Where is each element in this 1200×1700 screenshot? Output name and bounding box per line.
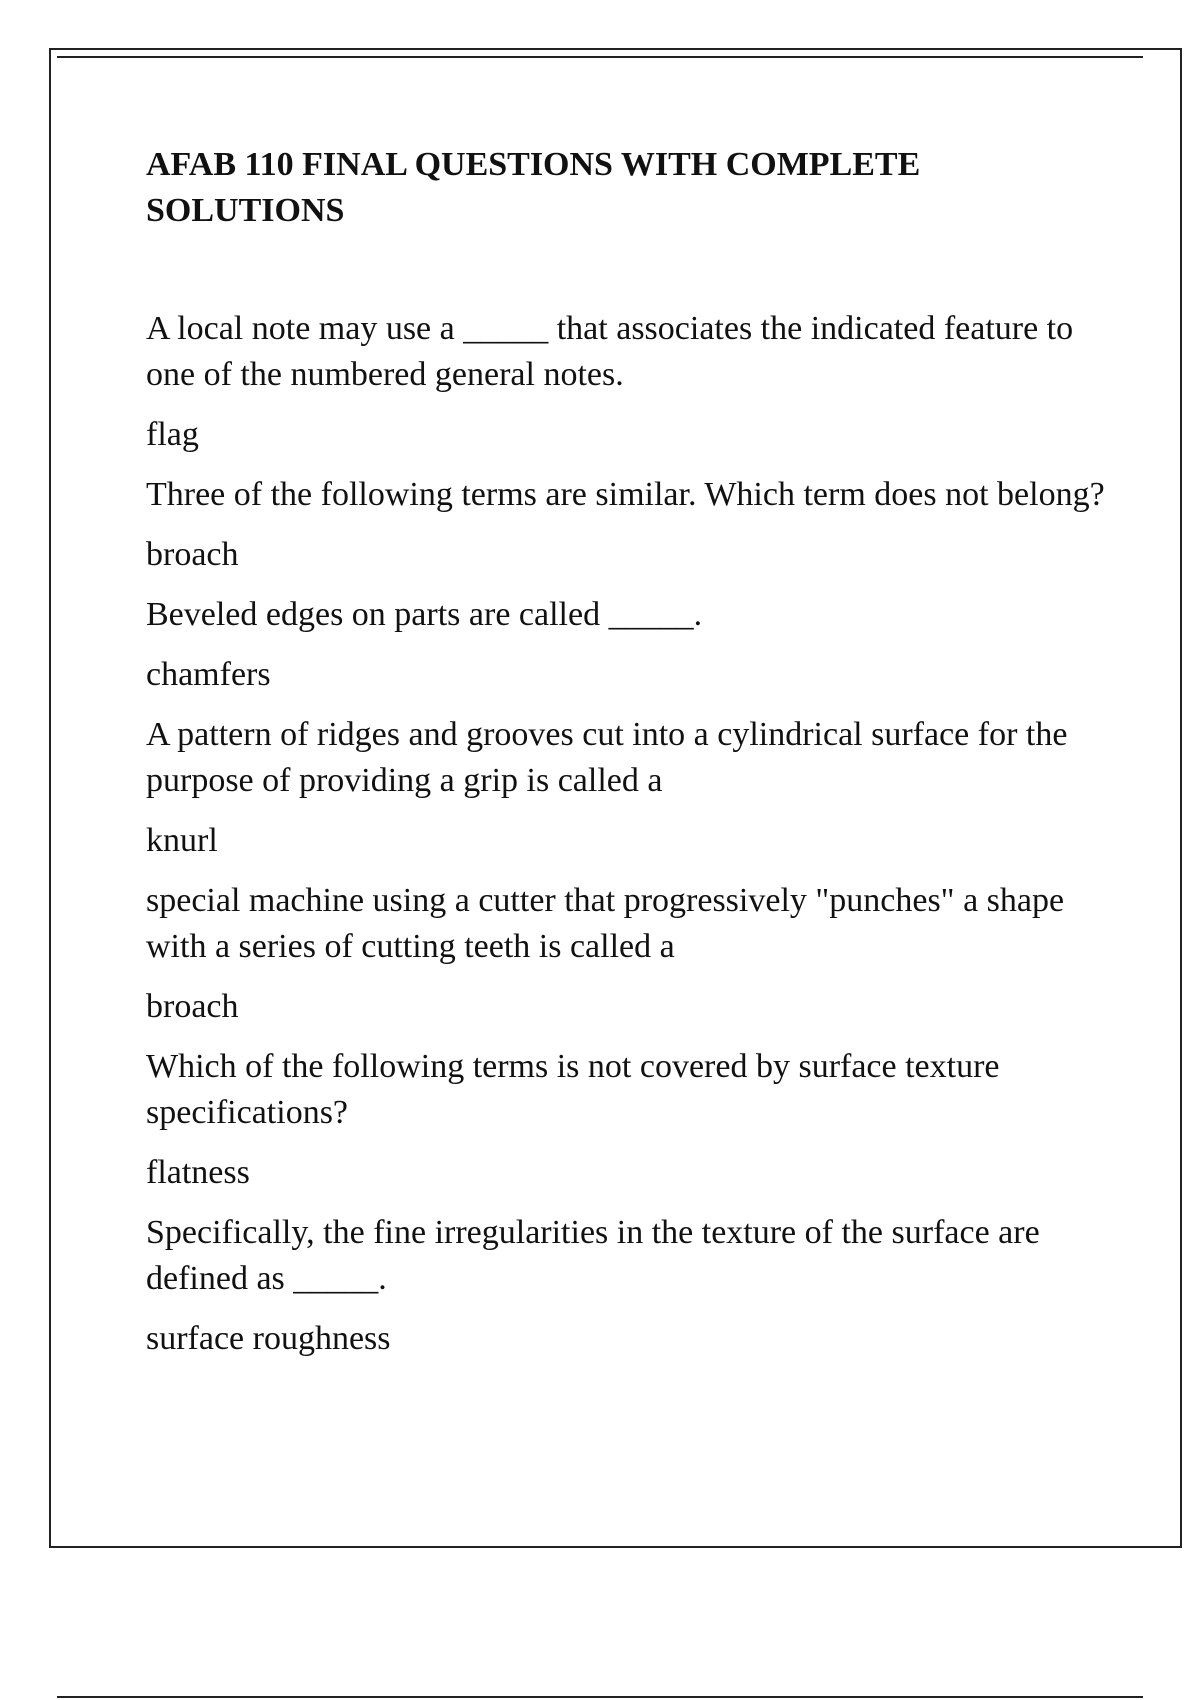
qa-item [146, 472, 1106, 578]
qa-item [146, 306, 1106, 458]
answer-text: broach [146, 988, 239, 1025]
qa-item [146, 592, 1106, 698]
answer-text: broach [146, 536, 239, 573]
qa-item [146, 1210, 1106, 1362]
footer-rule [57, 1696, 1143, 1698]
question-text: Specifically, the fine irregularities in the texture of the surface are defined as _____. [146, 1214, 1040, 1297]
question-text: Beveled edges on parts are called _____. [146, 596, 703, 633]
answer-text: chamfers [146, 656, 271, 693]
answer-text: surface roughness [146, 1320, 391, 1357]
question-text: Three of the following terms are similar. Which term does not belong? [146, 476, 1105, 513]
question-text: Which of the following terms is not covered by surface texture specifications? [146, 1048, 1000, 1131]
document-body [146, 142, 1106, 1376]
qa-item [146, 878, 1106, 1030]
qa-list [146, 306, 1106, 1362]
answer-text: flag [146, 416, 199, 453]
answer-text: knurl [146, 822, 218, 859]
qa-item [146, 1044, 1106, 1196]
header-rule [57, 56, 1143, 58]
question-text: A pattern of ridges and grooves cut into a cylindrical surface for the purpose of providing a grip is called a [146, 716, 1068, 799]
answer-text: flatness [146, 1154, 250, 1191]
document-title: AFAB 110 FINAL QUESTIONS WITH COMPLETE SOLUTIONS [146, 146, 921, 229]
question-text: special machine using a cutter that progressively "punches" a shape with a series of cutting teeth is called a [146, 882, 1065, 965]
question-text: A local note may use a _____ that associates the indicated feature to one of the numbered general notes. [146, 310, 1074, 393]
qa-item [146, 712, 1106, 864]
